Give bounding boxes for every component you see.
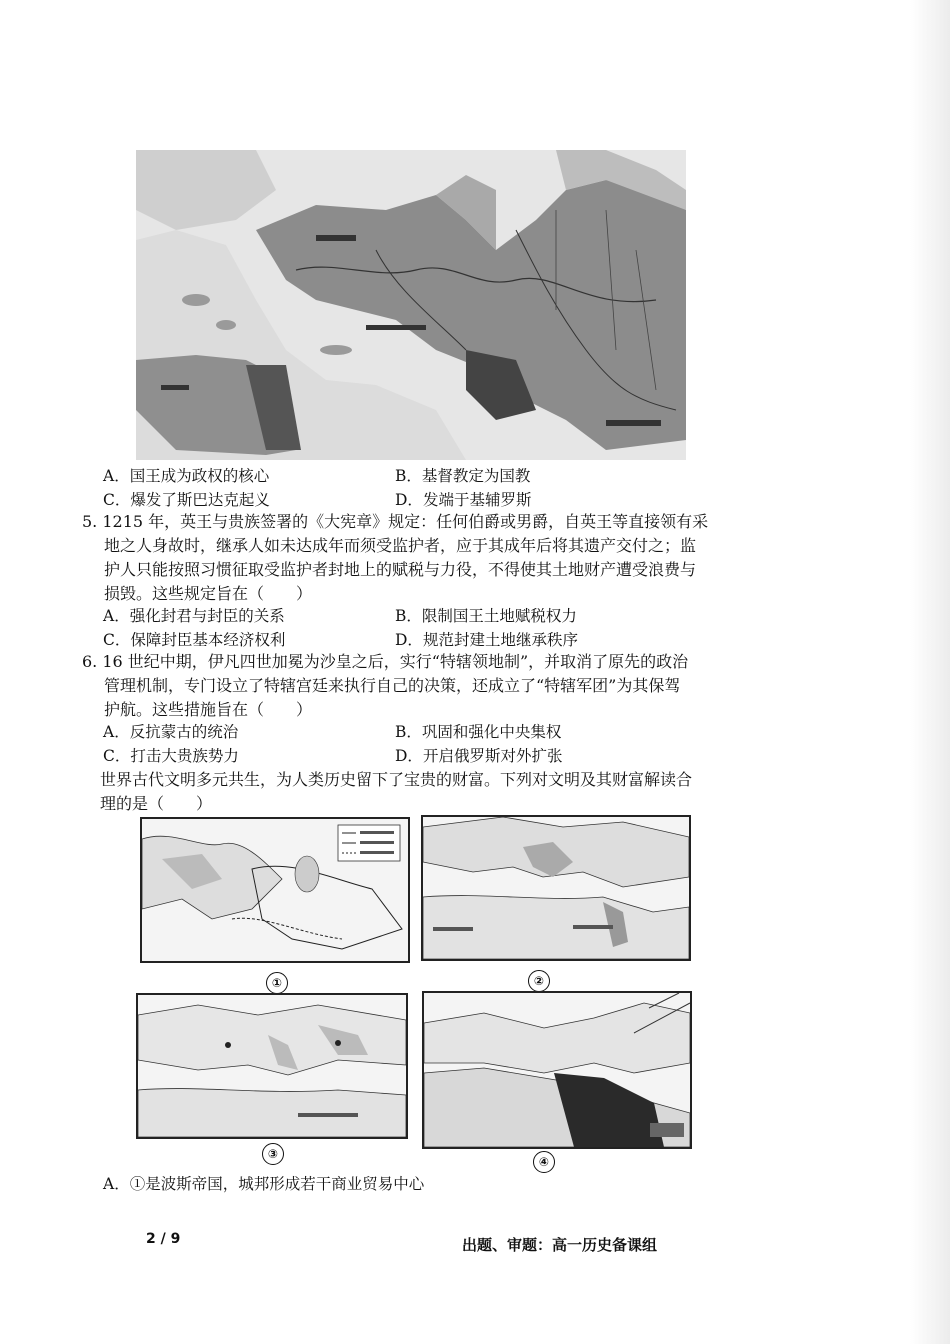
q5-option-d[interactable] (395, 628, 578, 650)
map-3-drawing (138, 995, 406, 1137)
q5-option-c[interactable] (103, 628, 285, 650)
q6-option-c[interactable] (103, 744, 239, 766)
q6-option-a[interactable] (103, 720, 238, 742)
map-4 (422, 991, 692, 1149)
map-1 (140, 817, 410, 963)
option-text: 打击大贵族势力 (130, 747, 239, 765)
q6-line-1 (82, 650, 722, 674)
q7-line-1: 世界古代文明多元共生，为人类历史留下了宝贵的财富。下列对文明及其财富解读合 (100, 770, 693, 789)
option-letter: A． (103, 1175, 130, 1193)
question-7 (100, 768, 740, 816)
option-letter: B． (395, 607, 422, 625)
option-text: 发端于基辅罗斯 (422, 491, 532, 509)
option-letter: A． (103, 723, 130, 741)
q5-option-b[interactable] (395, 604, 577, 626)
option-text: 规范封建土地继承秩序 (422, 631, 578, 649)
option-letter: D． (395, 491, 423, 509)
option-text: 爆发了斯巴达克起义 (130, 491, 270, 509)
option-text: 基督教定为国教 (421, 467, 531, 485)
q5-line-3: 护人只能按照习惯征取受监护者封地上的赋税与力役，不得使其土地财产遭受浪费与 (104, 560, 697, 579)
option-letter: B． (395, 467, 422, 485)
option-letter: C． (103, 631, 131, 649)
option-text: 巩固和强化中央集权 (421, 723, 562, 741)
q6-line-3: 护航。这些措施旨在（ ） (104, 700, 313, 719)
option-text: 反抗蒙古的统治 (129, 723, 239, 741)
question-6 (82, 650, 722, 722)
option-letter: D． (395, 747, 423, 765)
q4-option-c[interactable] (103, 488, 270, 510)
map-3 (136, 993, 408, 1139)
page-number: 2 / 9 (146, 1231, 181, 1247)
option-text: ①是波斯帝国，城邦形成若干商业贸易中心 (129, 1175, 425, 1193)
q6-text: 16 世纪中期，伊凡四世加冕为沙皇之后，实行“特辖领地制”，并取消了原先的政治 (102, 652, 689, 671)
q6-option-d[interactable] (395, 744, 562, 766)
q6-line-2: 管理机制，专门设立了特辖宫廷来执行自己的决策，还成立了“特辖军团”为其保驾 (104, 676, 681, 695)
map-2 (421, 815, 691, 961)
map-1-label: ① (266, 972, 288, 994)
option-text: 开启俄罗斯对外扩张 (422, 747, 563, 765)
q4-option-d[interactable] (395, 488, 531, 510)
map-3-label: ③ (262, 1143, 284, 1165)
option-text: 强化封君与封臣的关系 (129, 607, 285, 625)
q5-line-2: 地之人身故时，继承人如未达成年而须受监护者，应于其成年后将其遗产交付之；监 (104, 536, 697, 555)
historical-empire-map (136, 150, 686, 460)
question-number: 5. (82, 512, 98, 531)
q7-option-a[interactable] (103, 1172, 424, 1194)
option-letter: B． (395, 723, 422, 741)
map-4-drawing (424, 993, 690, 1147)
q7-line-2: 理的是（ ） (100, 794, 213, 813)
option-letter: A． (103, 607, 130, 625)
map-2-label: ② (528, 970, 550, 992)
option-text: 国王成为政权的核心 (129, 467, 270, 485)
q5-option-a[interactable] (103, 604, 285, 626)
option-letter: A． (103, 467, 130, 485)
option-text: 限制国王土地赋税权力 (421, 607, 577, 625)
option-text: 保障封臣基本经济权利 (130, 631, 286, 649)
footer-author: 出题、审题：高一历史备课组 (462, 1236, 658, 1254)
question-number: 6. (82, 652, 98, 671)
q4-option-a[interactable] (103, 464, 269, 486)
q5-text: 1215 年，英王与贵族签署的《大宪章》规定：任何伯爵或男爵，自英王等直接领有采 (102, 512, 709, 531)
q5-line-4: 损毁。这些规定旨在（ ） (104, 584, 313, 603)
scan-edge-shadow (910, 0, 950, 1344)
map-4-label: ④ (533, 1151, 555, 1173)
option-letter: C． (103, 491, 131, 509)
option-letter: D． (395, 631, 423, 649)
question-5 (82, 510, 722, 606)
q6-option-b[interactable] (395, 720, 561, 742)
q5-line-1 (82, 510, 722, 534)
empire-map-drawing (136, 150, 686, 460)
map-1-drawing (142, 819, 408, 961)
map-2-drawing (423, 817, 689, 959)
q4-option-b[interactable] (395, 464, 530, 486)
option-letter: C． (103, 747, 131, 765)
